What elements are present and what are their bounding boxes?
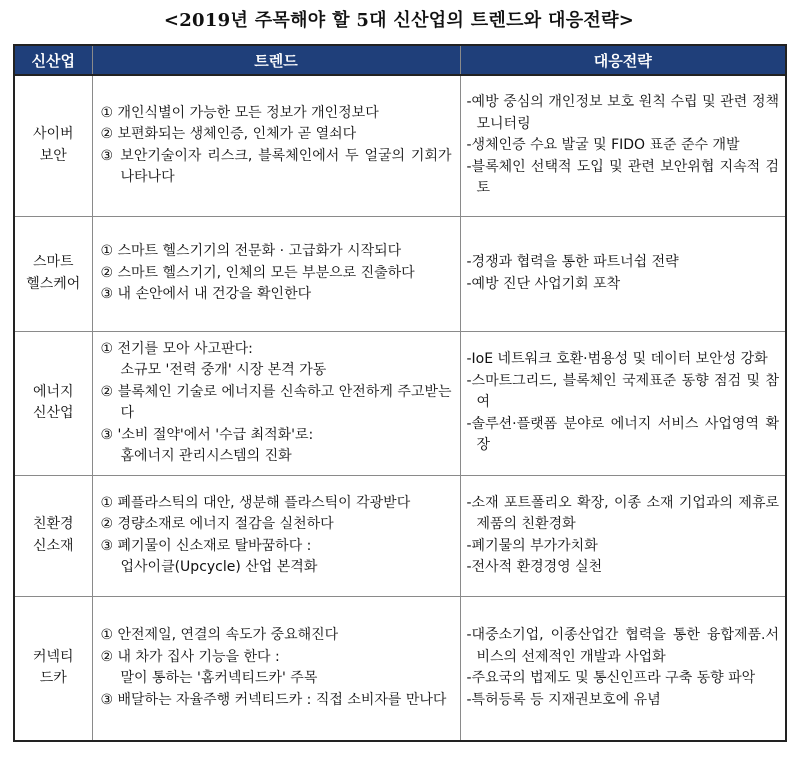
trend-item: ② 보편화되는 생체인증, 인체가 곧 열쇠다 (100, 126, 357, 143)
trend-item: ② 블록체인 기술로 에너지를 신속하고 안전하게 주고받는다 (100, 383, 452, 421)
strategy-item: -대중소기업, 이종산업간 협력을 통한 융합제품.서비스의 선제적인 개발과 사업화 (466, 627, 779, 665)
trend-cell (92, 475, 460, 596)
trend-item: ① 전기를 모아 사고판다: (100, 340, 253, 357)
strategy-item: -블록체인 선택적 도입 및 관련 보안위협 지속적 검토 (466, 158, 779, 196)
industry-trend-table (13, 44, 787, 742)
header-row (14, 45, 786, 75)
table-row (14, 475, 786, 596)
category-cell: 사이버 보안 (14, 75, 92, 216)
strategy-item: -특허등록 등 지재권보호에 유념 (466, 691, 661, 708)
trend-item: ① 폐플라스틱의 대안, 생분해 플라스틱이 각광받다 (100, 494, 411, 511)
header-trend: 트렌드 (92, 45, 460, 75)
strategy-item: -폐기물의 부가가치화 (466, 537, 598, 554)
strategy-cell (460, 216, 786, 331)
trend-item: ③ 폐기물이 신소재로 탈바꿈하다 : (100, 537, 312, 554)
strategy-item: -전사적 환경경영 실천 (466, 559, 603, 575)
strategy-cell (460, 331, 786, 475)
strategy-item: -예방 진단 사업기회 포착 (466, 275, 621, 292)
table-row (14, 596, 786, 741)
strategy-item: -솔루션·플랫폼 분야로 에너지 서비스 사업영역 확장 (466, 415, 779, 454)
trend-item: ③ 내 손안에서 내 건강을 확인한다 (100, 286, 312, 303)
strategy-cell (460, 475, 786, 596)
strategy-item: -IoE 네트워크 호환·범용성 및 데이터 보안성 강화 (466, 351, 768, 368)
trend-cell (92, 331, 460, 475)
trend-item-continued: 홈에너지 관리시스템의 진화 (120, 448, 292, 464)
trend-item: ③ 배달하는 자율주행 커넥티드카 : 직접 소비자를 만나다 (100, 691, 447, 708)
trend-cell (92, 216, 460, 331)
strategy-item: -스마트그리드, 블록체인 국제표준 동향 점검 및 참여 (466, 372, 779, 411)
trend-item: ① 스마트 헬스기기의 전문화 · 고급화가 시작되다 (100, 243, 402, 260)
category-cell: 에너지 신산업 (14, 331, 92, 475)
strategy-item: -예방 중심의 개인정보 보호 원칙 수립 및 관련 정책 모니터링 (466, 94, 779, 132)
header-industry: 신산업 (14, 45, 92, 75)
category-cell: 친환경 신소재 (14, 475, 92, 596)
strategy-cell (460, 75, 786, 216)
trend-item: ② 스마트 헬스기기, 인체의 모든 부분으로 진출하다 (100, 264, 415, 281)
trend-item-continued: 업사이클(Upcycle) 산업 본격화 (120, 559, 318, 575)
strategy-item: -소재 포트폴리오 확장, 이종 소재 기업과의 제휴로 제품의 친환경화 (466, 494, 779, 532)
trend-item: ③ '소비 절약'에서 '수급 최적화'로: (100, 426, 314, 443)
trend-item: ② 내 차가 집사 기능을 한다 : (100, 648, 280, 665)
trend-item-continued: 말이 통하는 '홈커넥티드카' 주목 (120, 670, 318, 687)
strategy-item: -생체인증 수요 발굴 및 FIDO 표준 준수 개발 (466, 137, 740, 153)
table-row (14, 75, 786, 216)
trend-item: ③ 보안기술이자 리스크, 블록체인에서 두 얼굴의 기회가 나타나다 (100, 147, 452, 186)
trend-cell (92, 596, 460, 741)
header-strategy: 대응전략 (460, 45, 786, 75)
table-row (14, 216, 786, 331)
strategy-item: -주요국의 법제도 및 통신인프라 구축 동향 파악 (466, 670, 756, 687)
trend-cell (92, 75, 460, 216)
strategy-cell (460, 596, 786, 741)
table-row (14, 331, 786, 475)
trend-item-continued: 소규모 '전력 중개' 시장 본격 가동 (120, 362, 327, 378)
trend-item: ② 경량소재로 에너지 절감을 실천하다 (100, 516, 334, 532)
document-title: <2019년 주목해야 할 5대 신산업의 트렌드와 대응전략> (163, 10, 635, 31)
category-cell: 커넥티 드카 (14, 596, 92, 741)
category-cell: 스마트 헬스케어 (14, 216, 92, 331)
strategy-item: -경쟁과 협력을 통한 파트너쉽 전략 (466, 254, 679, 270)
trend-item: ① 안전제일, 연결의 속도가 중요해진다 (100, 627, 339, 644)
trend-item: ① 개인식별이 가능한 모든 정보가 개인정보다 (100, 104, 379, 121)
